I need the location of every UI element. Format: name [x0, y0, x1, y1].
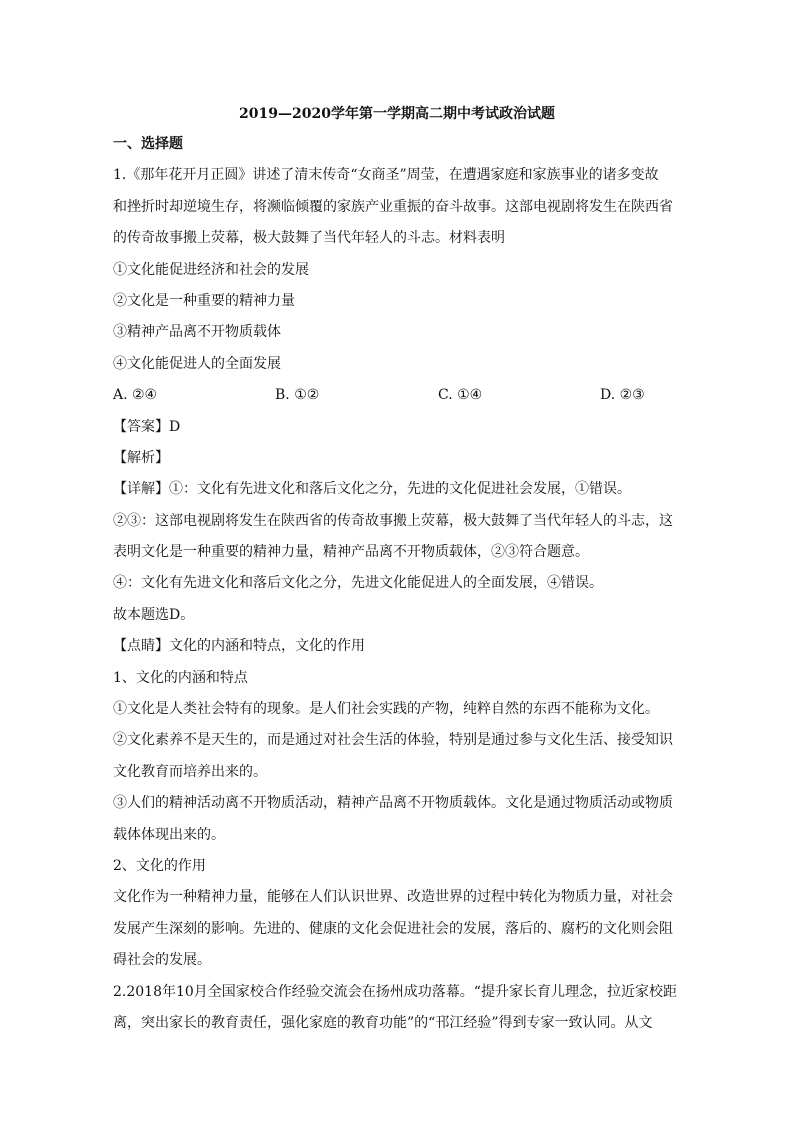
question-stem-line: 和挫折时却逆境生存，将濒临倾覆的家族产业重振的奋斗故事。这部电视剧将发生在陕西省 [113, 198, 673, 215]
point-line: 载体体现出来的。 [113, 826, 225, 843]
statement-1: ①文化能促进经济和社会的发展 [113, 261, 309, 278]
detail-line: 故本题选D。 [113, 606, 195, 623]
point-line: 文化作为一种精神力量，能够在人们认识世界、改造世界的过程中转化为物质力量，对社会 [113, 889, 673, 906]
detail-line: ④：文化有先进文化和落后文化之分，先进文化能促进人的全面发展，④错误。 [113, 575, 603, 592]
point-line: 1、文化的内涵和特点 [113, 669, 248, 686]
detail-line: ②③：这部电视剧将发生在陕西省的传奇故事搬上荧幕，极大鼓舞了当代年轻人的斗志，这 [113, 512, 673, 529]
point-line: ③人们的精神活动离不开物质活动，精神产品离不开物质载体。文化是通过物质活动或物质 [113, 795, 673, 812]
question-stem-line: 的传奇故事搬上荧幕，极大鼓舞了当代年轻人的斗志。材料表明 [113, 230, 505, 247]
option-b: B. ①② [275, 387, 320, 404]
question-stem-line: 1.《那年花开月正圆》讲述了清末传奇“女商圣”周莹，在遭遇家庭和家族事业的诸多变故 [113, 167, 659, 184]
answer-options [113, 380, 673, 411]
analysis-label: 【解析】 [113, 449, 169, 466]
detail-line: 【详解】①：文化有先进文化和落后文化之分，先进的文化促进社会发展，①错误。 [113, 481, 631, 498]
question-1 [113, 160, 673, 976]
statement-4: ④文化能促进人的全面发展 [113, 355, 281, 372]
document-body [113, 129, 677, 1039]
question-2 [113, 977, 677, 1040]
point-line: 【点睛】文化的内涵和特点，文化的作用 [113, 638, 365, 655]
point-line: 文化教育而培养出来的。 [113, 763, 267, 780]
question-stem-line: 2.2018年10月全国家校合作经验交流会在扬州成功落幕。“提升家长育儿理念，拉近家校距 [113, 983, 677, 1000]
answer-line: 【答案】D [113, 418, 181, 435]
section-heading: 一、选择题 [113, 136, 183, 152]
option-a: A. ②④ [113, 387, 158, 404]
statement-2: ②文化是一种重要的精神力量 [113, 292, 295, 309]
statement-3: ③精神产品离不开物质载体 [113, 324, 281, 341]
question-stem-line: 离，突出家长的教育责任，强化家庭的教育功能”的“邗江经验”得到专家一致认同。从文 [113, 1014, 653, 1031]
option-d: D. ②③ [600, 387, 645, 404]
page-title: 2019—2020学年第一学期高二期中考试政治试题 [239, 106, 555, 122]
option-c: C. ①④ [438, 387, 483, 404]
point-line: 发展产生深刻的影响。先进的、健康的文化会促进社会的发展，落后的、腐朽的文化则会阻 [113, 920, 673, 937]
point-line: ②文化素养不是天生的，而是通过对社会生活的体验，特别是通过参与文化生活、接受知识 [113, 732, 673, 749]
point-line: 碍社会的发展。 [113, 952, 211, 969]
point-line: 2、文化的作用 [113, 857, 206, 874]
point-line: ①文化是人类社会特有的现象。是人们社会实践的产物，纯粹自然的东西不能称为文化。 [113, 701, 659, 718]
detail-line: 表明文化是一种重要的精神力量，精神产品离不开物质载体，②③符合题意。 [113, 544, 589, 561]
